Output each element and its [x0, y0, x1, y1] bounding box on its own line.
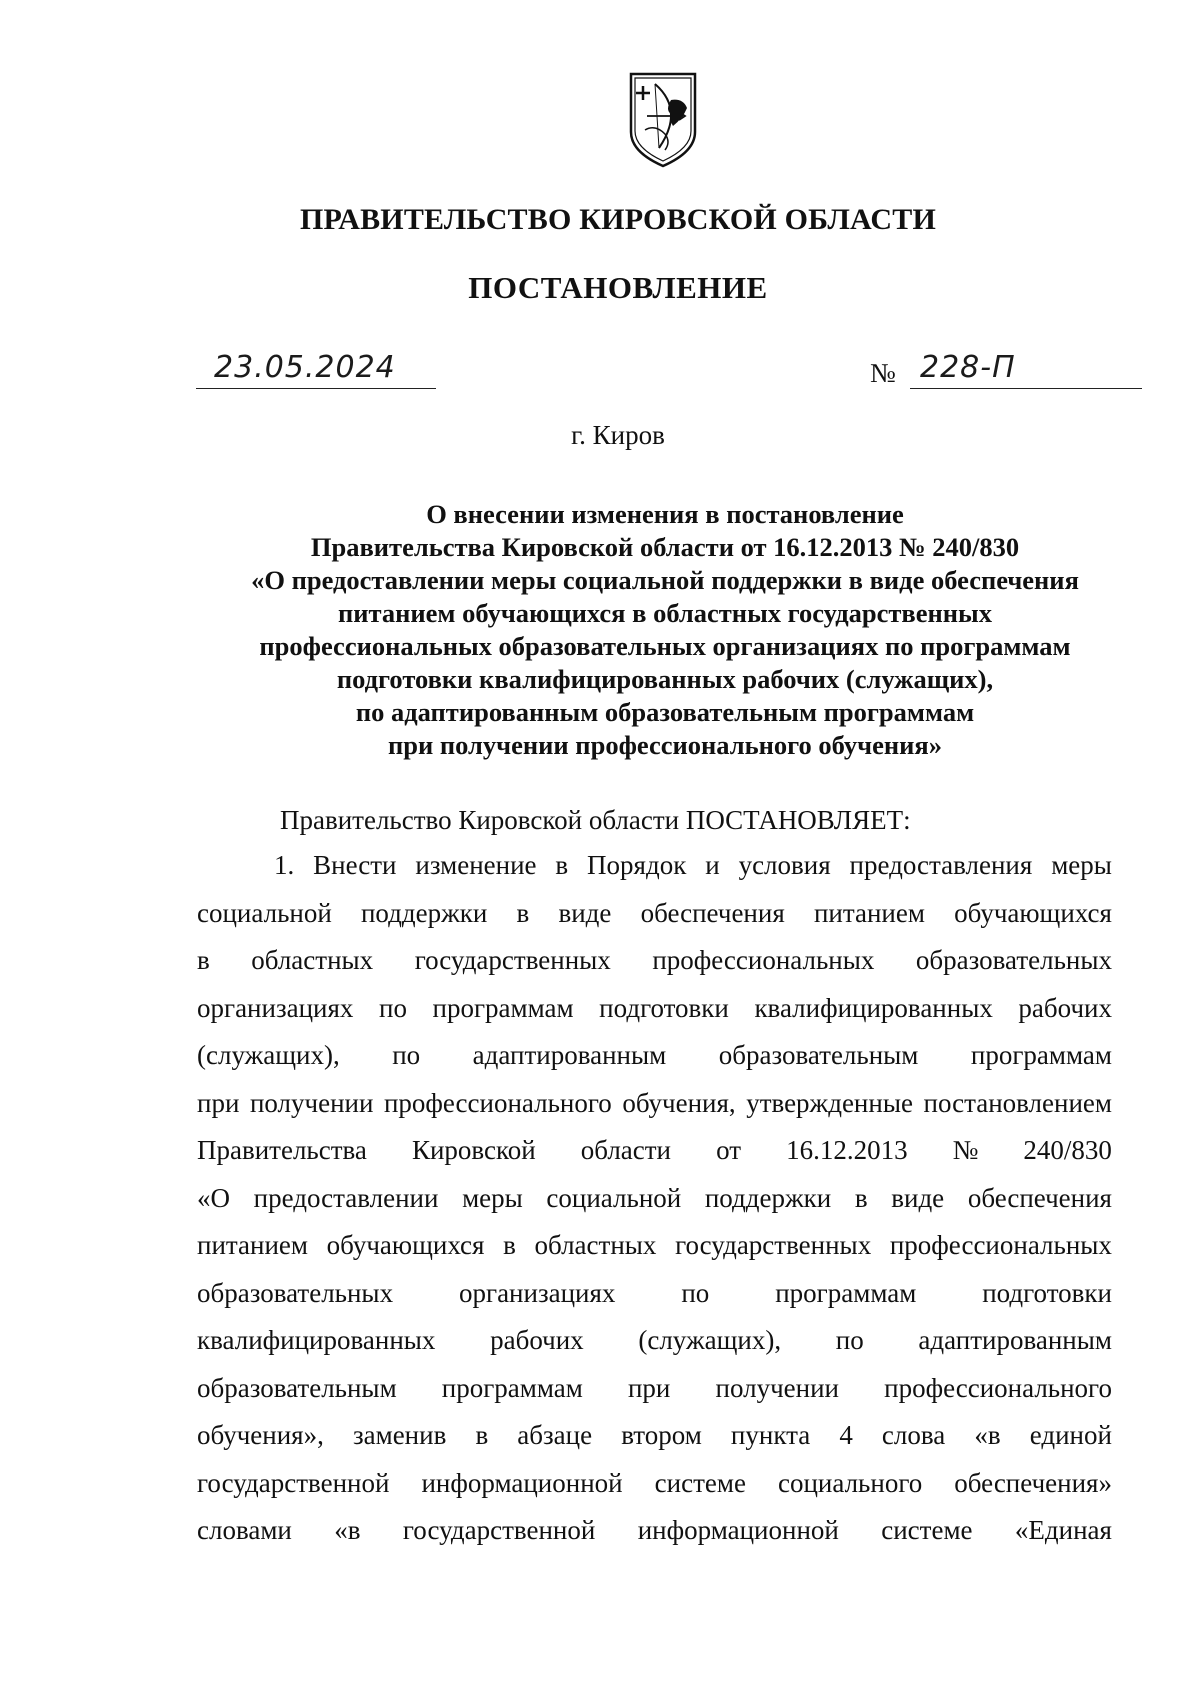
body-word: организациях: [197, 992, 354, 1023]
body-word: изменение: [415, 850, 537, 880]
body-word: социальной: [197, 897, 332, 928]
body-word: организациях: [459, 1277, 616, 1308]
body-word: программам: [775, 1277, 917, 1308]
body-word: обучения,: [622, 1087, 736, 1118]
body-word: программам: [970, 1040, 1112, 1070]
body-word: обучения»,: [197, 1420, 324, 1450]
body-line: [197, 1468, 1112, 1499]
body-word: втором: [621, 1420, 702, 1450]
body-line: [197, 1420, 1112, 1451]
body-word: образовательным: [718, 1040, 919, 1070]
body-word: подготовки: [599, 992, 729, 1023]
body-word: квалифицированных: [197, 1325, 436, 1355]
body-word: постановлением: [923, 1087, 1112, 1118]
body-word: областных: [251, 945, 374, 975]
body-word: в: [516, 897, 530, 928]
body-word: «в: [334, 1515, 361, 1545]
body-line: [197, 1135, 1112, 1166]
resolution-intro: Правительство Кировской области ПОСТАНОВЛЯЕТ:: [280, 805, 911, 835]
body-word: питанием: [813, 897, 925, 928]
body-word: словами: [197, 1515, 292, 1545]
body-word: профессионального: [383, 1087, 612, 1118]
body-word: образовательным: [197, 1372, 397, 1403]
number-sign: №: [870, 358, 896, 388]
subject-line: «О предоставлении меры социальной поддержки в виде обеспечения: [251, 565, 1079, 595]
body-word: государственных: [675, 1230, 872, 1260]
body-word: предоставления: [849, 850, 1033, 880]
body-word: программам: [441, 1372, 583, 1403]
body-word: №: [952, 1135, 979, 1165]
document-subject: [190, 498, 1140, 762]
body-word: (служащих),: [197, 1040, 340, 1070]
body-line: [197, 945, 1112, 976]
body-word: пункта: [730, 1420, 811, 1450]
body-line: [197, 1278, 1112, 1309]
document-type: ПОСТАНОВЛЕНИЕ: [468, 270, 768, 305]
body-word: в: [555, 850, 569, 880]
body-word: от: [716, 1135, 742, 1165]
body-word: поддержки: [360, 897, 488, 928]
body-word: обучающихся: [326, 1230, 485, 1260]
body-word: абзаце: [517, 1420, 593, 1450]
body-word: «в: [974, 1420, 1001, 1450]
body-word: в: [854, 1182, 868, 1213]
body-word: обеспечения»: [954, 1467, 1112, 1498]
body-word: при: [197, 1087, 240, 1118]
body-line: [197, 1325, 1112, 1356]
body-word: 240/830: [1023, 1135, 1112, 1165]
body-word: в: [197, 945, 210, 975]
body-word: Порядок: [587, 850, 687, 880]
body-word: государственных: [414, 945, 611, 975]
body-word: информационной: [421, 1467, 623, 1498]
number-underline: [910, 388, 1142, 389]
body-word: единой: [1029, 1420, 1112, 1450]
body-word: (служащих),: [638, 1325, 782, 1355]
subject-line: Правительства Кировской области от 16.12.2013 № 240/830: [310, 532, 1020, 562]
body-line: [197, 1088, 1112, 1119]
body-line: [197, 898, 1112, 929]
subject-line: профессиональных образовательных организациях по программам: [259, 631, 1071, 661]
body-word: утвержденные: [746, 1087, 913, 1118]
body-word: государственной: [197, 1467, 390, 1498]
body-word: рабочих: [490, 1325, 584, 1355]
body-word: социальной: [546, 1182, 682, 1213]
body-line: [197, 993, 1112, 1024]
body-word: условия: [738, 850, 831, 880]
date-underline: [196, 388, 436, 389]
body-word: образовательных: [197, 1277, 394, 1308]
body-word: и: [705, 850, 720, 880]
body-word: профессиональных: [889, 1230, 1112, 1260]
body-word: образовательных: [915, 945, 1112, 975]
body-word: в: [503, 1230, 516, 1260]
body-word: рабочих: [1018, 992, 1112, 1023]
body-word: системе: [654, 1467, 746, 1498]
handwritten-number: 228-П: [920, 350, 1016, 385]
body-word: Правительства: [197, 1135, 367, 1165]
body-word: обеспечения: [640, 897, 785, 928]
body-word: обеспечения: [967, 1182, 1112, 1213]
body-word: по: [681, 1277, 710, 1308]
body-line: [197, 1515, 1112, 1546]
body-word: заменив: [352, 1420, 447, 1450]
body-word: по: [392, 1040, 421, 1070]
body-word: 4: [839, 1420, 853, 1450]
body-word: в: [475, 1420, 489, 1450]
body-word: информационной: [637, 1515, 839, 1545]
subject-line: О внесении изменения в постановление: [426, 499, 904, 529]
body-line: [197, 1230, 1112, 1261]
body-word: «Единая: [1014, 1515, 1112, 1545]
body-line: [197, 1183, 1112, 1214]
body-word: 1.: [274, 850, 295, 880]
body-word: по: [379, 992, 407, 1023]
body-word: квалифицированных: [754, 992, 993, 1023]
subject-line: питанием обучающихся в областных государственных: [338, 598, 992, 628]
body-word: питанием: [197, 1230, 308, 1260]
body-word: получении: [715, 1372, 839, 1403]
body-line: [197, 1373, 1112, 1404]
body-word: «О: [197, 1182, 230, 1213]
subject-line: подготовки квалифицированных рабочих (служащих),: [336, 664, 994, 694]
body-word: государственной: [402, 1515, 596, 1545]
body-word: меры: [462, 1182, 523, 1213]
body-word: слова: [881, 1420, 946, 1450]
body-word: по: [835, 1325, 864, 1355]
body-word: при: [627, 1372, 671, 1403]
body-word: системе: [881, 1515, 973, 1545]
body-word: Внести: [313, 850, 397, 880]
body-word: виде: [891, 1182, 945, 1213]
body-word: адаптированным: [472, 1040, 667, 1070]
subject-line: по адаптированным образовательным программам: [355, 697, 975, 727]
body-word: виде: [558, 897, 612, 928]
body-word: предоставлении: [253, 1182, 439, 1213]
body-word: профессиональных: [652, 945, 875, 975]
body-word: получении: [249, 1087, 374, 1118]
body-word: обучающихся: [954, 897, 1112, 928]
body-word: области: [580, 1135, 672, 1165]
coat-of-arms-icon: [625, 70, 701, 170]
body-word: областных: [534, 1230, 657, 1260]
city: г. Киров: [571, 420, 665, 450]
body-line: [197, 1040, 1112, 1071]
body-word: меры: [1051, 850, 1112, 880]
body-word: поддержки: [704, 1182, 832, 1213]
body-word: социального: [777, 1467, 923, 1498]
body-word: 16.12.2013: [786, 1135, 908, 1165]
organization-title: ПРАВИТЕЛЬСТВО КИРОВСКОЙ ОБЛАСТИ: [300, 203, 936, 236]
body-line: [274, 850, 1112, 881]
body-word: профессионального: [884, 1372, 1112, 1403]
body-word: подготовки: [982, 1277, 1112, 1308]
subject-line: при получении профессионального обучения»: [387, 730, 942, 760]
handwritten-date: 23.05.2024: [214, 350, 396, 385]
body-word: адаптированным: [918, 1325, 1112, 1355]
body-word: программам: [432, 992, 574, 1023]
body-word: Кировской: [411, 1135, 536, 1165]
